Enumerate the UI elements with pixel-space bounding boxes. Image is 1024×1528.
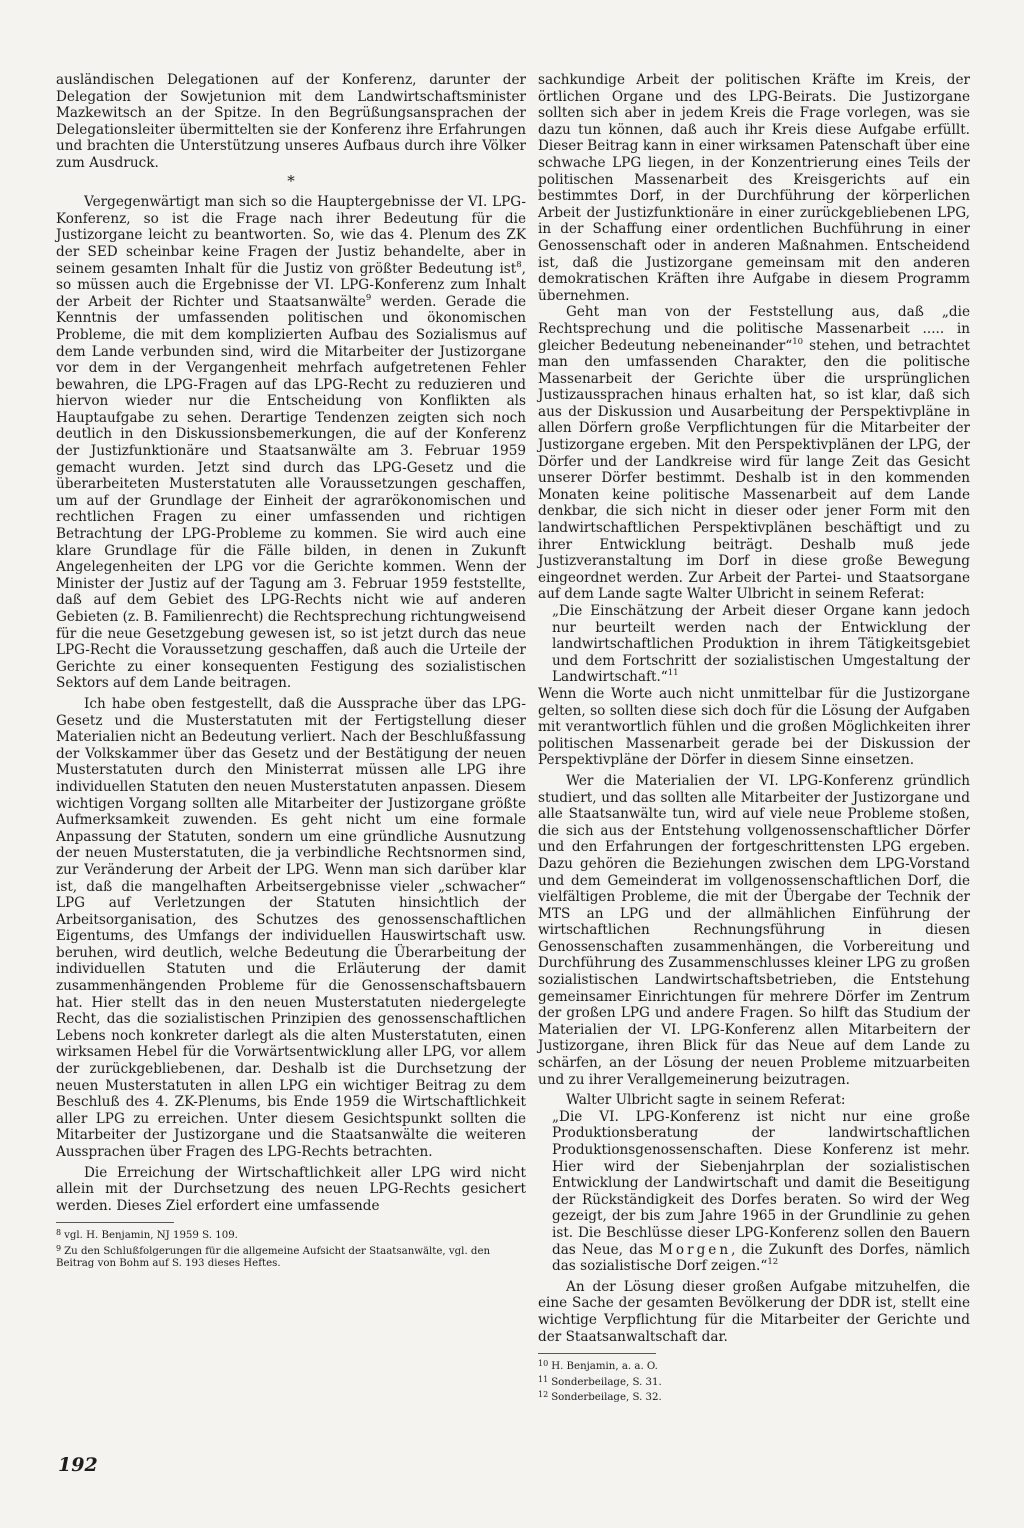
footnote-11: $^{11}$ Sonderbeilage, S. 31. <box>538 1374 662 1388</box>
paragraph-continuation: sachkundige Arbeit der politischen Kräfte im Kreis, der örtlichen Organe und des LPG-Beirats. Die Justizorgane sollten sich aber in jedem Kreis die Frage vorlegen, was sie dazu tun können, daß auch ihr Kreis diese Aufgabe erfüllt. Dieser Beitrag kann in einer wirksamen Patenschaft über eine schwache LPG liegen, in der Konzentrierung eines Teils der politischen Massenarbeit des Kreisgerichts auf ein bestimmtes Dorf, in der Durchführung der körperlichen Arbeit der Justizfunktionäre in einer zurückgebliebenen LPG, in der Schaffung einer ordentlichen Buchführung in einer Genossenschaft oder in anderen Maßnahmen. Entscheidend ist, daß die Justizorgane gemeinsam mit den anderen demokratischen Kräften ihre Aufgabe in diesem Programm übernehmen. <box>538 72 970 304</box>
footnote-rule <box>56 1222 174 1223</box>
paragraph-wirtschaftlichkeit: Die Erreichung der Wirtschaftlichkeit aller LPG wird nicht allein mit der Durchsetzung des neuen LPG-Rechts gesichert werden. Dieses Ziel erfordert eine umfassende <box>56 1164 526 1214</box>
page-number: 192 <box>58 1454 98 1476</box>
paragraph-hauptergebnisse: Vergegenwärtigt man sich so die Hauptergebnisse der VI. LPG-Konferenz, so ist die Frage nach ihrer Bedeutung für die Justizorgane leicht zu beantworten. So, wie das 4. Plenum des ZK der SED scheinbar keine Fragen der Justiz behandelte, aber in seinem gesamten Inhalt für die Justiz von größter Bedeutung ist$^8$, so müssen auch die Ergebnisse der VI. LPG-Konferenz zum Inhalt der Arbeit der Richter und Staatsanwälte$^9$ werden. Gerade die Kenntnis der umfassenden politischen und ökonomischen Probleme, die mit dem komplizierten Aufbau des Sozialismus auf dem Lande verbunden sind, wird die Mitarbeiter der Justizorgane vor dem in der Vergangenheit mehrfach aufgetretenen Fehler bewahren, die LPG-Fragen auf das LPG-Recht zu reduzieren und hiervon wieder nur die Entscheidung von Konflikten als Hauptaufgabe zu sehen. Derartige Tendenzen zeigten sich noch deutlich in den Diskussionsbemerkungen, die auf der Konferenz der Justizfunktionäre und Staatsanwälte am 3. Februar 1959 gemacht wurden. Jetzt sind durch das LPG-Gesetz und die überarbeiteten Musterstatuten alle Voraussetzungen geschaffen, um auf der Grundlage der Einheit der agrarökonomischen und rechtlichen Fragen zu einer umfassenden und richtigen Betrachtung der LPG-Probleme zu kommen. Sie wird auch eine klare Grundlage für die Fälle bilden, in denen in Zukunft Angelegenheiten der LPG vor die Gerichte kommen. Wenn der Minister der Justiz auf der Tagung am 3. Februar 1959 feststellte, daß auf dem Gebiet des LPG-Rechts nicht wie auf anderen Gebieten (z. B. Familienrecht) die Rechtsprechung richtungweisend für die neue Gesetzgebung gewesen ist, so ist jetzt durch das neue LPG-Recht die Voraussetzung geschaffen, daß auch die Urteile der Gerichte zu einer konsequenten Festigung des sozialistischen Sektors auf dem Lande beitragen. <box>56 194 526 692</box>
paragraph-closing: An der Lösung dieser großen Aufgabe mitzuhelfen, die eine Sache der gesamten Bevölkerung der DDR ist, stellt eine wichtige Verpflichtung für die Mitarbeiter der Gerichte und der Staatsanwaltschaft dar. <box>538 1278 970 1345</box>
footnote-10: $^{10}$ H. Benjamin, a. a. O. <box>538 1359 658 1373</box>
emphasis-morgen: Morgen <box>658 1241 732 1258</box>
footnote-rule <box>538 1353 656 1354</box>
paragraph-materialien: Wer die Materialien der VI. LPG-Konferenz gründlich studiert, und das sollten alle Mitarbeiter der Justizorgane und alle Staatsanwälte tun, wird auf viele neue Probleme stoßen, die sich aus der Entstehung vollgenossenschaftlicher Dörfer und den Erfahrungen der fortgeschrittensten LPG ergeben. Dazu gehören die Beziehungen zwischen dem LPG-Vorstand und dem Gemeinderat im vollgenossenschaftlichen Dorf, die vielfältigen Probleme, die mit der Übergabe der Technik der MTS an LPG und der allmählichen Einführung der wirtschaftlichen Rechnungsführung in diesen Genossenschaften zusammenhängen, die Vorbereitung und Durchführung des Zusammenschlusses kleiner LPG zu großen sozialistischen Landwirtschaftsbetrieben, die Entstehung gemeinsamer Einrichtungen für mehrere Dörfer im Zentrum der großen LPG und andere Fragen. So hilft das Studium der Materialien der VI. LPG-Konferenz allen Mitarbeitern der Justizorgane, ihren Blick für das Neue auf dem Lande zu schärfen, an der Lösung der neuen Probleme mitzuarbeiten und zu ihrer Verallgemeinerung beizutragen. <box>538 772 970 1088</box>
footnote-ref-11[interactable]: 11 <box>667 668 679 679</box>
footnote-9: $^9$ Zu den Schlußfolgerungen für die allgemeine Aufsicht der Staatsanwälte, vgl. den Beitrag von Bohm auf S. 193 dieses Heftes. <box>56 1243 491 1270</box>
paragraph-musterstatuten: Ich habe oben festgestellt, daß die Aussprache über das LPG-Gesetz und die Musterstatuten mit der Fertigstellung dieser Materialien nicht an Bedeutung verliert. Nach der Beschlußfassung der Volkskammer über das Gesetz und der Bestätigung der neuen Musterstatuten durch den Ministerrat müssen alle LPG ihre individuellen Statuten den neuen Musterstatuten anpassen. Diesem wichtigen Vorgang sollten alle Mitarbeiter der Justizorgane größte Aufmerksamkeit zuwenden. Es geht nicht um eine formale Anpassung der Statuten, sondern um eine gründliche Ausnutzung der neuen Musterstatuten, die ja verbindliche Rechtsnormen sind, zur Veränderung der Arbeit der LPG. Wenn man sich darüber klar ist, daß die mangelhaften Arbeitsergebnisse vieler „schwacher“ LPG auf Verletzungen der Statuten hinsichtlich der Arbeitsorganisation, des Schutzes des genossenschaftlichen Eigentums, des Umfangs der individuellen Hauswirtschaft usw. beruhen, wird deutlich, welche Bedeutung die Überarbeitung der individuellen Statuten und die Erläuterung der damit zusammenhängenden Probleme für die Genossenschaftsbauern hat. Hier stellt das in den neuen Musterstatuten niedergelegte Recht, das die sozialistischen Prinzipien des genossenschaftlichen Lebens noch konkreter darlegt als die alten Musterstatuten, einen wirksamen Hebel für die Vorwärtsentwicklung aller LPG, vor allem der zurückgebliebenen, dar. Deshalb ist die Durchsetzung der neuen Musterstatuten in allen LPG ein wichtiger Beitrag zu dem Beschluß des 4. ZK-Plenums, bis Ende 1959 die Wirtschaftlichkeit aller LPG zu erreichen. Unter diesem Gesichtspunkt sollten die Mitarbeiter der Justizorgane und die Staatsanwälte die weiteren Aussprachen über Fragen des LPG-Rechts betrachten. <box>56 695 526 1160</box>
right-column <box>538 72 970 1404</box>
footnote-ref-12[interactable]: 12 <box>767 1257 779 1268</box>
left-column <box>56 72 526 1271</box>
footnote-12: $^{12}$ Sonderbeilage, S. 32. <box>538 1389 662 1403</box>
paragraph-justizorgane: Wenn die Worte auch nicht unmittelbar für die Justizorgane gelten, so sollten diese sich doch für die Lösung der Aufgaben mit verantwortlich fühlen und die großen Möglichkeiten ihrer politischen Massenarbeit gerade bei der Diskussion der Perspektivpläne der Dörfer in diesem Sinne einsetzen. <box>538 685 970 769</box>
quote-ulbricht-1: „Die Einschätzung der Arbeit dieser Organe kann jedoch nur beurteilt werden nach der Entwicklung der landwirtschaftlichen Produktion in ihrem Tätigkeitsgebiet und dem Fortschritt der sozialistischen Umgestaltung der Landwirtschaft.“$^{11}$ <box>552 603 970 686</box>
footnote-ref-9[interactable]: 9 <box>365 292 372 303</box>
section-divider-star: * <box>287 171 295 190</box>
paragraph-rechtsprechung: Geht man von der Feststellung aus, daß „die Rechtsprechung und die politische Massenarbeit ..... in gleicher Bedeutung nebeneinander“$^{10}$ stehen, und betrachtet man den umfassenden Charakter, den die politische Massenarbeit der Gerichte über die ursprünglichen Justizaussprachen hinaus erhalten hat, so ist klar, daß sich aus der Diskussion und Ausarbeitung der Perspektivpläne in allen Dörfern große Verpflichtungen für die Mitarbeiter der Justizorgane ergeben. Mit den Perspektivplänen der LPG, der Dörfer und der Landkreise wird für lange Zeit das Gesicht unserer Dörfer bestimmt. Deshalb ist in den kommenden Monaten keine politische Massenarbeit auf dem Lande denkbar, die sich nicht in dieser oder jener Form mit den landwirtschaftlichen Perspektivplänen beschäftigt und zu ihrer Entwicklung beiträgt. Deshalb muß jede Justizveranstaltung im Dorf in diese große Bewegung eingeordnet werden. Zur Arbeit der Partei- und Staatsorgane auf dem Lande sagte Walter Ulbricht in seinem Referat: <box>538 304 970 603</box>
quote-ulbricht-2: „Die VI. LPG-Konferenz ist nicht nur eine große Produktionsberatung der landwirtschaftlichen Produktionsgenossenschaften. Diese Konferenz ist mehr. Hier wird der Siebenjahrplan der sozialistischen Entwicklung der Landwirtschaft und damit die Beseitigung der Rückständigkeit des Dorfes beraten. So wird der Weg gezeigt, der bis zum Jahre 1965 in der Grundlinie zu gehen ist. Die Beschlüsse dieser LPG-Konferenz sollen den Bauern das Neue, das Morgen, die Zukunft des Dorfes, nämlich das sozialistische Dorf zeigen.“$^{12}$ <box>552 1108 970 1275</box>
footnote-8: $^8$ vgl. H. Benjamin, NJ 1959 S. 109. <box>56 1228 238 1242</box>
footnote-ref-10[interactable]: 10 <box>792 336 804 347</box>
paragraph-ulbricht-intro: Walter Ulbricht sagte in seinem Referat: <box>566 1092 846 1109</box>
intro-paragraph: ausländischen Delegationen auf der Konferenz, darunter der Delegation der Sowjetunion mit dem Landwirtschaftsminister Mazkewitsch an der Spitze. In den Begrüßungsansprachen der Delegationsleiter übermittelten sie der Konferenz ihre Erfahrungen und brachten die Unterstützung unseres Aufbaus durch ihre Völker zum Ausdruck. <box>56 72 526 171</box>
footnote-ref-8[interactable]: 8 <box>516 259 522 270</box>
